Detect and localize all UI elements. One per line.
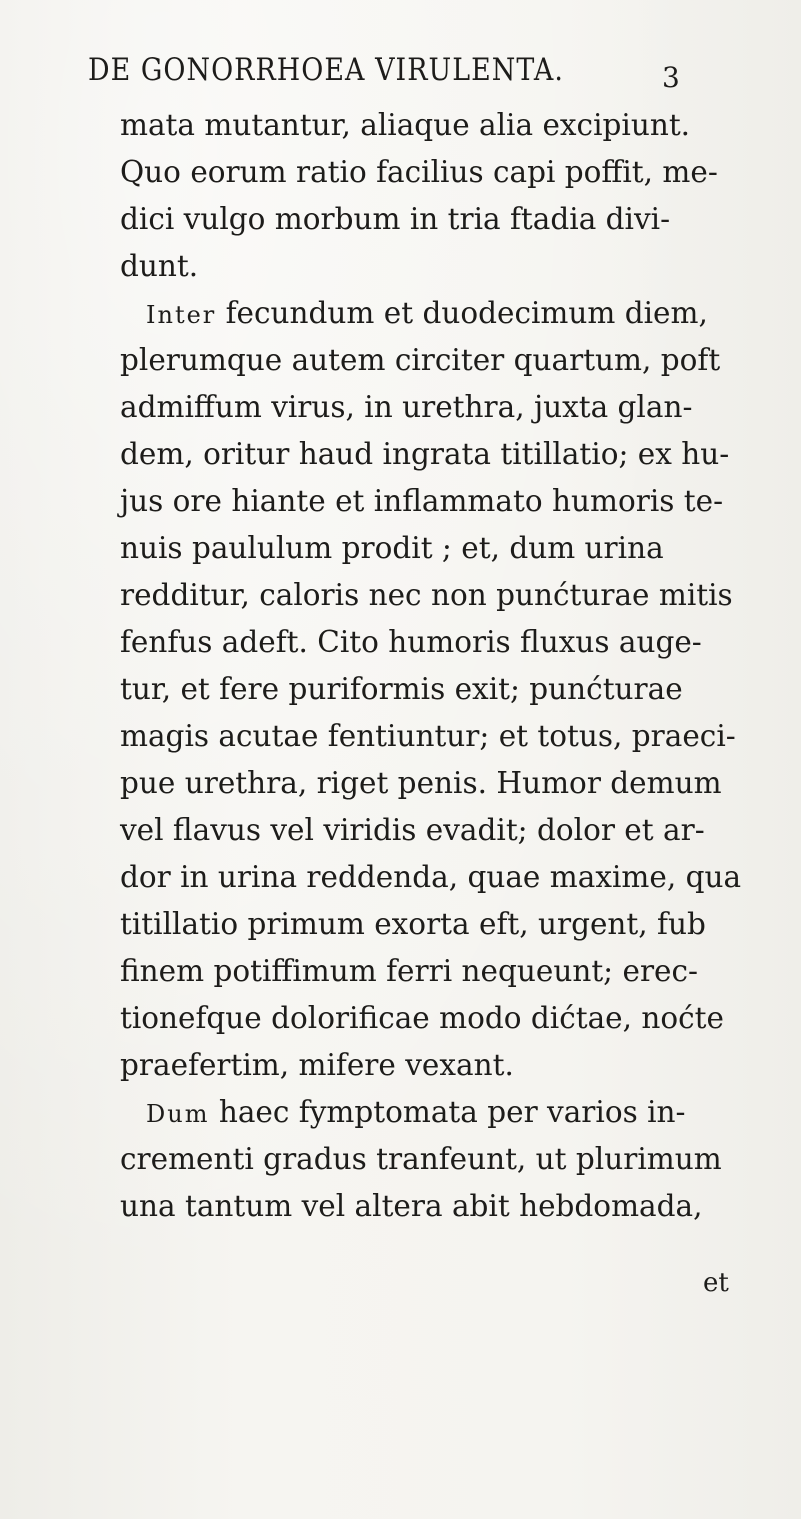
text-line: Quo eorum ratio facilius capi poffit, me- bbox=[120, 155, 718, 189]
text-line: nuis paululum prodit ; et, dum urina bbox=[120, 531, 664, 565]
text-line: dem, oritur haud ingrata titillatio; ex hu- bbox=[120, 437, 730, 471]
text-line: praefertim, mifere vexant. bbox=[120, 1048, 514, 1082]
text-line: tionefque dolorificae modo dićtae, noćte bbox=[120, 1001, 724, 1035]
text-line: una tantum vel altera abit hebdomada, bbox=[120, 1189, 703, 1223]
text-line: titillatio primum exorta eft, urgent, fub bbox=[120, 907, 706, 941]
text-line: dici vulgo morbum in tria ftadia divi- bbox=[120, 202, 671, 236]
text-line: admiffum virus, in urethra, juxta glan- bbox=[120, 390, 693, 424]
paragraph-start-line bbox=[146, 1092, 686, 1134]
text-line: mata mutantur, aliaque alia excipiunt. bbox=[120, 108, 691, 142]
text-line: magis acutae fentiuntur; et totus, praeci- bbox=[120, 719, 736, 753]
paragraph-start-line bbox=[146, 293, 708, 335]
text-line: jus ore hiante et inflammato humoris te- bbox=[120, 484, 724, 518]
text-line: vel flavus vel viridis evadit; dolor et ar- bbox=[120, 813, 705, 847]
text-line: plerumque autem circiter quartum, poft bbox=[120, 343, 721, 377]
text-line: dunt. bbox=[120, 249, 199, 283]
paragraph-lead-word: Inter bbox=[146, 301, 217, 329]
text-line: tur, et fere puriformis exit; punćturae bbox=[120, 672, 683, 706]
text-line: pue urethra, riget penis. Humor demum bbox=[120, 766, 722, 800]
text-line: redditur, caloris nec non punćturae mitis bbox=[120, 578, 733, 612]
text-line: dor in urina reddenda, quae maxime, qua bbox=[120, 860, 742, 894]
running-head-title: DE GONORRHOEA VIRULENTA. bbox=[88, 52, 564, 88]
page-number: 3 bbox=[662, 61, 680, 94]
text-line: crementi gradus tranfeunt, ut plurimum bbox=[120, 1142, 722, 1176]
text-line-rest: fecundum et duodecimum diem, bbox=[216, 296, 708, 330]
text-line: finem potiffimum ferri nequeunt; erec- bbox=[120, 954, 699, 988]
paragraph-lead-word: Dum bbox=[146, 1100, 210, 1128]
catchword: et bbox=[703, 1268, 729, 1298]
text-line-rest: haec fymptomata per varios in- bbox=[209, 1095, 686, 1129]
text-line: fenfus adeft. Cito humoris fluxus auge- bbox=[120, 625, 702, 659]
